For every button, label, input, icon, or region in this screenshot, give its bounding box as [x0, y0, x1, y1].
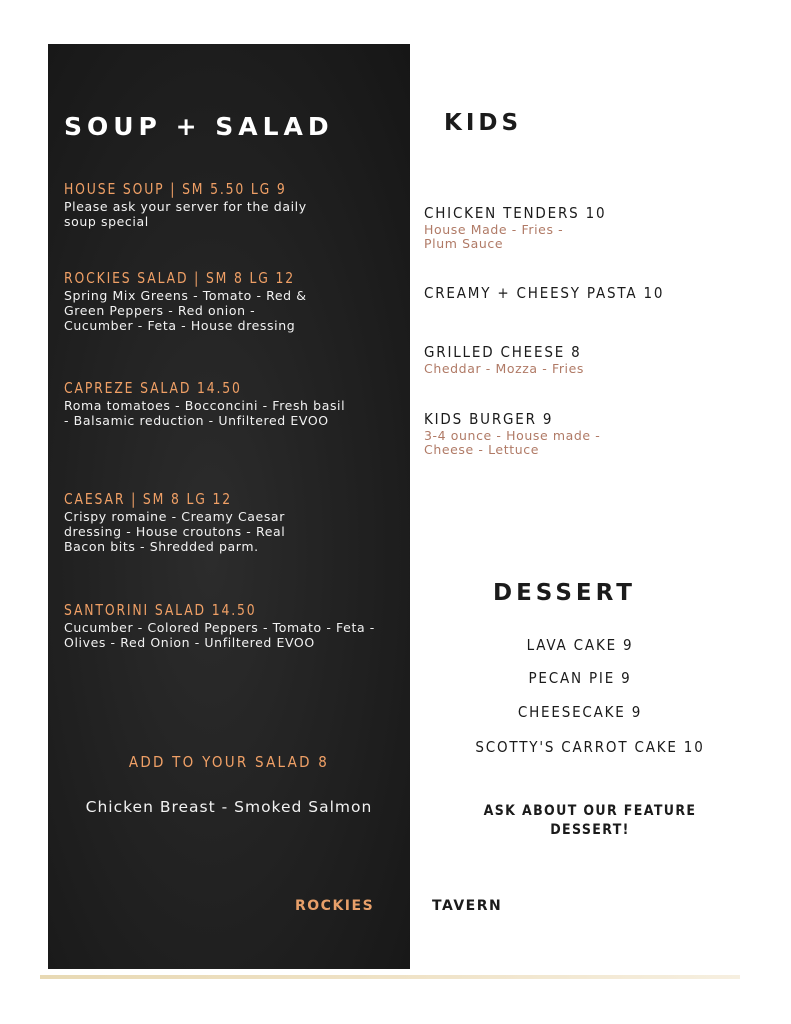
soup-salad-heading: SOUP + SALAD: [64, 112, 334, 141]
item-description: Cheddar - Mozza - Fries: [424, 361, 585, 376]
menu-item-caesar: [64, 490, 404, 554]
item-title: CAPREZE SALAD 14.50: [64, 379, 242, 397]
kids-item-chicken-tenders: [424, 204, 734, 251]
kids-item-grilled-cheese: [424, 343, 734, 376]
dessert-feature-note: ASK ABOUT OUR FEATURE DESSERT!: [483, 803, 697, 838]
paper-edge: [40, 975, 740, 979]
menu-item-santorini-salad: [64, 601, 404, 650]
item-description: Cucumber - Colored Peppers - Tomato - Feta - Olives - Red Onion - Unfiltered EVOO: [64, 620, 375, 650]
dessert-heading: DESSERT: [493, 580, 636, 606]
brand-tavern: TAVERN: [432, 898, 503, 914]
menu-item-house-soup: [64, 180, 404, 229]
item-title: CAESAR | SM 8 LG 12: [64, 490, 232, 508]
dessert-item-cheesecake: CHEESECAKE 9: [517, 703, 643, 721]
item-title: SANTORINI SALAD 14.50: [64, 601, 257, 619]
kids-item-pasta: [424, 284, 734, 302]
dessert-item-lava-cake: LAVA CAKE 9: [526, 636, 634, 654]
item-description: 3-4 ounce - House made - Cheese - Lettuce: [424, 428, 601, 457]
dessert-item-carrot-cake: SCOTTY'S CARROT CAKE 10: [475, 738, 705, 756]
item-description: Roma tomatoes - Bocconcini - Fresh basil - Balsamic reduction - Unfiltered EVOO: [64, 398, 346, 428]
kids-item-burger: [424, 410, 734, 457]
item-title: CREAMY + CHEESY PASTA 10: [424, 284, 665, 302]
kids-heading: KIDS: [444, 110, 523, 136]
salad-addon-title: ADD TO YOUR SALAD 8: [128, 753, 330, 771]
item-description: Crispy romaine - Creamy Caesar dressing - House croutons - Real Bacon bits - Shredded parm.: [64, 509, 286, 554]
item-description: House Made - Fries - Plum Sauce: [424, 222, 564, 251]
item-title: ROCKIES SALAD | SM 8 LG 12: [64, 269, 296, 287]
menu-item-capreze-salad: [64, 379, 404, 428]
item-title: KIDS BURGER 9: [424, 410, 554, 428]
item-description: Please ask your server for the daily soup special: [64, 199, 307, 229]
item-title: GRILLED CHEESE 8: [424, 343, 582, 361]
item-title: CHICKEN TENDERS 10: [424, 204, 607, 222]
salad-addon-options: Chicken Breast - Smoked Salmon: [85, 798, 373, 816]
menu-item-rockies-salad: [64, 269, 404, 333]
brand-rockies: ROCKIES: [295, 898, 375, 914]
item-title: HOUSE SOUP | SM 5.50 LG 9: [64, 180, 287, 198]
dessert-item-pecan-pie: PECAN PIE 9: [528, 669, 632, 687]
item-description: Spring Mix Greens - Tomato - Red & Green Peppers - Red onion - Cucumber - Feta - House dressing: [64, 288, 307, 333]
